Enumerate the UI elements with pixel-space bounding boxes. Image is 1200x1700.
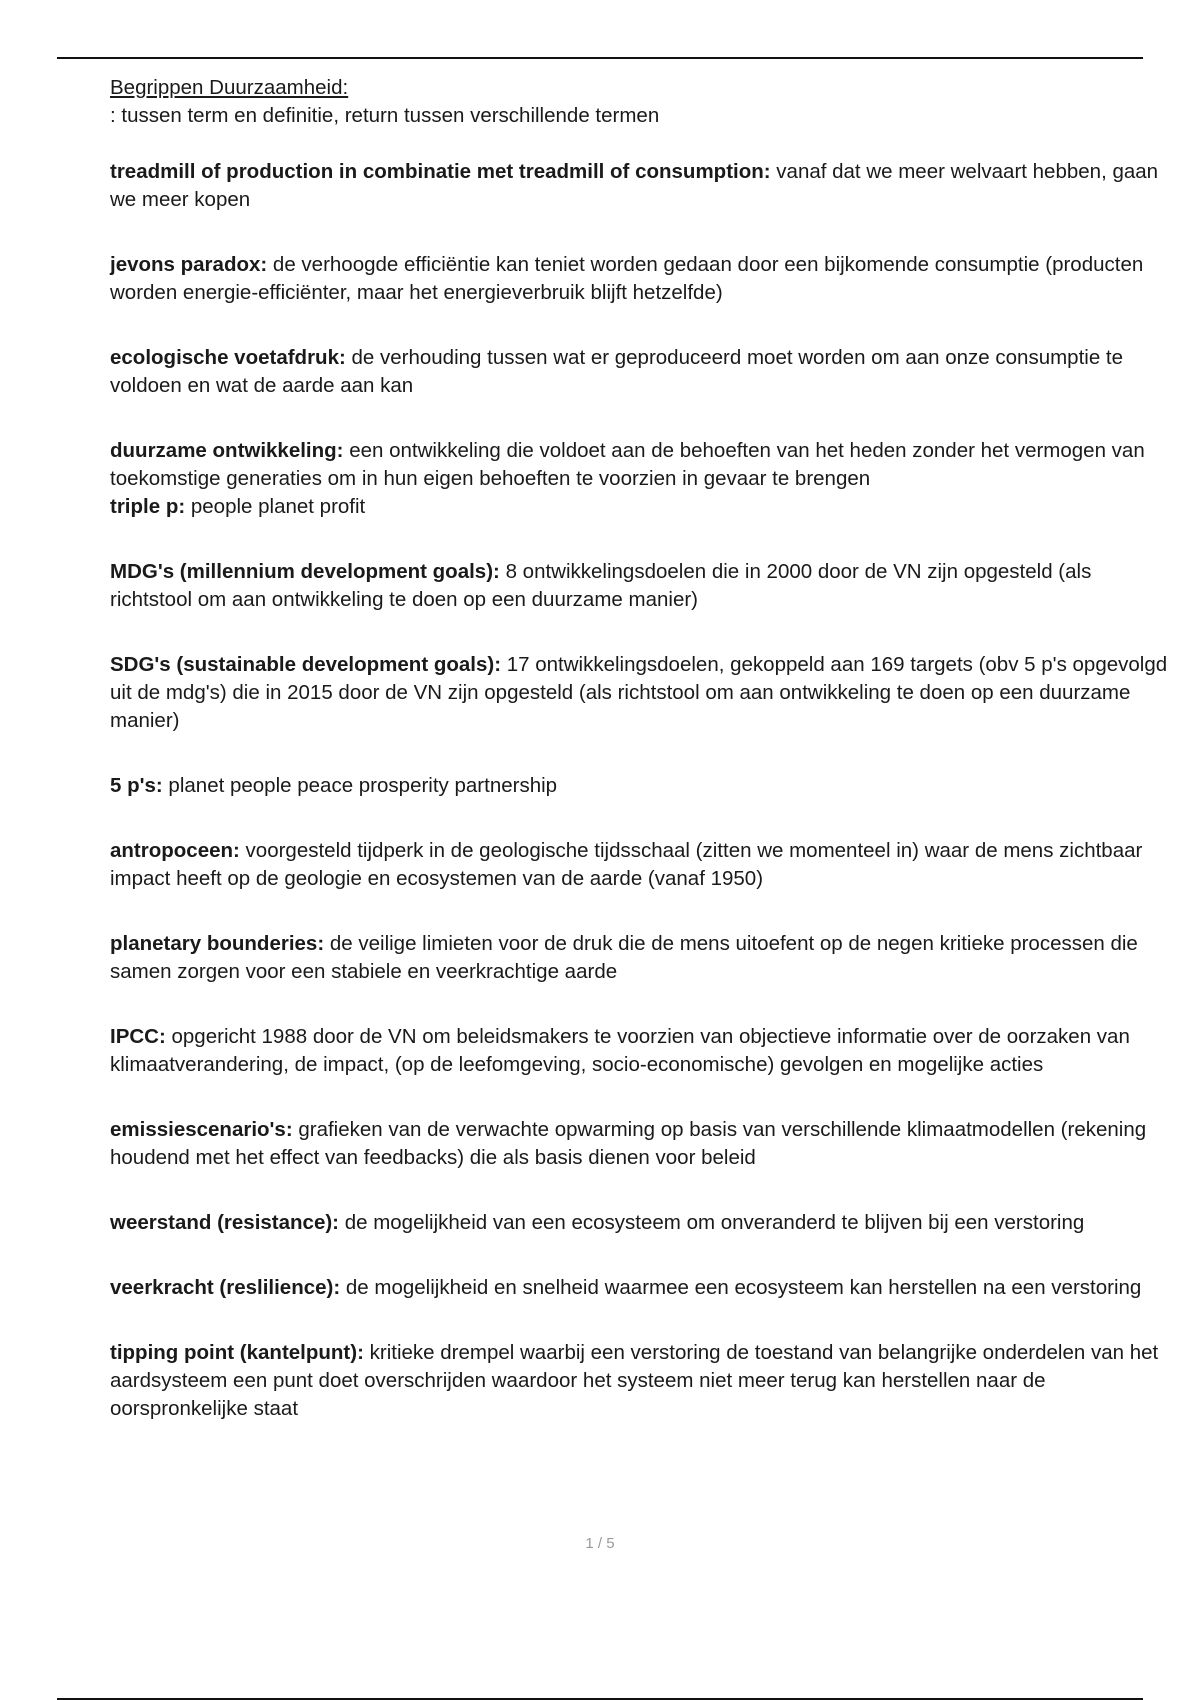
- definition-term: jevons paradox:: [110, 253, 268, 276]
- definition-term: emissiescenario's:: [110, 1118, 293, 1141]
- page-indicator: 1 / 5: [585, 1535, 615, 1552]
- document-title: Begrippen Duurzaamheid:: [110, 76, 349, 99]
- document-subtitle: : tussen term en definitie, return tussen verschillende termen: [110, 104, 660, 127]
- definition-term: IPCC:: [110, 1025, 166, 1048]
- definition-text: de veilige limieten voor de druk die de mens uitoefent op de negen kritieke processen die samen zorgen voor een stabiele en veerkrachtige aarde: [110, 932, 1138, 983]
- definition-entry: [110, 344, 1170, 400]
- definition-term: planetary bounderies:: [110, 932, 325, 955]
- definition-text: vanaf dat we meer welvaart hebben, gaan we meer kopen: [110, 160, 1159, 211]
- definition-text: de verhouding tussen wat er geproduceerd moet worden om aan onze consumptie te voldoen en wat de aarde aan kan: [110, 346, 1124, 397]
- definition-text: people planet profit: [185, 495, 366, 518]
- definition-term: 5 p's:: [110, 774, 163, 797]
- definition-entry: [110, 493, 1170, 521]
- definition-term: weerstand (resistance):: [110, 1211, 340, 1234]
- definition-term: treadmill of production in combinatie met treadmill of consumption:: [110, 160, 771, 183]
- definition-entry: [110, 1023, 1170, 1079]
- definition-text: planet people peace prosperity partnership: [162, 774, 558, 797]
- definition-term: tipping point (kantelpunt):: [110, 1341, 364, 1364]
- definition-term: ecologische voetafdruk:: [110, 346, 346, 369]
- definition-text: grafieken van de verwachte opwarming op basis van verschillende klimaatmodellen (rekening houdend met het effect van feedbacks) die als basis dienen voor beleid: [110, 1118, 1147, 1169]
- definition-text: 8 ontwikkelingsdoelen die in 2000 door de VN zijn opgesteld (als richtstool om aan ontwikkeling te doen op een duurzame manier): [110, 560, 1092, 611]
- definition-entry: [110, 1116, 1170, 1172]
- definition-term: triple p:: [110, 495, 186, 518]
- definition-entry: [110, 651, 1170, 735]
- definition-term: SDG's (sustainable development goals):: [110, 653, 502, 676]
- definition-term: duurzame ontwikkeling:: [110, 439, 344, 462]
- definition-term: veerkracht (reslilience):: [110, 1276, 341, 1299]
- definition-text: voorgesteld tijdperk in de geologische tijdsschaal (zitten we momenteel in) waar de mens zichtbaar impact heeft op de geologie en ecosystemen van de aarde (vanaf 1950): [110, 839, 1143, 890]
- definition-text: 17 ontwikkelingsdoelen, gekoppeld aan 169 targets (obv 5 p's opgevolgd uit de mdg's) die in 2015 door de VN zijn opgesteld (als richtstool om aan ontwikkeling te doen op een duurzame manier): [110, 653, 1168, 732]
- definition-text: de mogelijkheid van een ecosysteem om onveranderd te blijven bij een verstoring: [339, 1211, 1085, 1234]
- definition-entry: [110, 558, 1170, 614]
- definition-text: een ontwikkeling die voldoet aan de behoeften van het heden zonder het vermogen van toekomstige generaties om in hun eigen behoeften te voorzien in gevaar te brengen: [110, 439, 1145, 490]
- definition-entry: [110, 930, 1170, 986]
- definition-text: de mogelijkheid en snelheid waarmee een ecosysteem kan herstellen na een verstoring: [340, 1276, 1142, 1299]
- definition-text: kritieke drempel waarbij een verstoring de toestand van belangrijke onderdelen van het aardsysteem een punt doet overschrijden waardoor het systeem niet meer terug kan herstellen naar de oorspronkelijke staat: [110, 1341, 1159, 1420]
- document-body: [110, 74, 1170, 1423]
- definition-entry: [110, 251, 1170, 307]
- definition-term: antropoceen:: [110, 839, 240, 862]
- definition-text: de verhoogde efficiëntie kan teniet worden gedaan door een bijkomende consumptie (producten worden energie-efficiënter, maar het energieverbruik blijft hetzelfde): [110, 253, 1144, 304]
- definition-term: MDG's (millennium development goals):: [110, 560, 500, 583]
- definition-entry: [110, 1274, 1170, 1302]
- definition-text: opgericht 1988 door de VN om beleidsmakers te voorzien van objectieve informatie over de oorzaken van klimaatverandering, de impact, (op de leefomgeving, socio-economische) gevolgen en mogelijke acties: [110, 1025, 1130, 1076]
- definition-entry: [110, 1209, 1170, 1237]
- definition-entry: [110, 1339, 1170, 1423]
- top-rule: [57, 57, 1143, 59]
- definition-entry: [110, 837, 1170, 893]
- definition-entry: [110, 437, 1170, 493]
- definition-entry: [110, 772, 1170, 800]
- definition-entry: [110, 158, 1170, 214]
